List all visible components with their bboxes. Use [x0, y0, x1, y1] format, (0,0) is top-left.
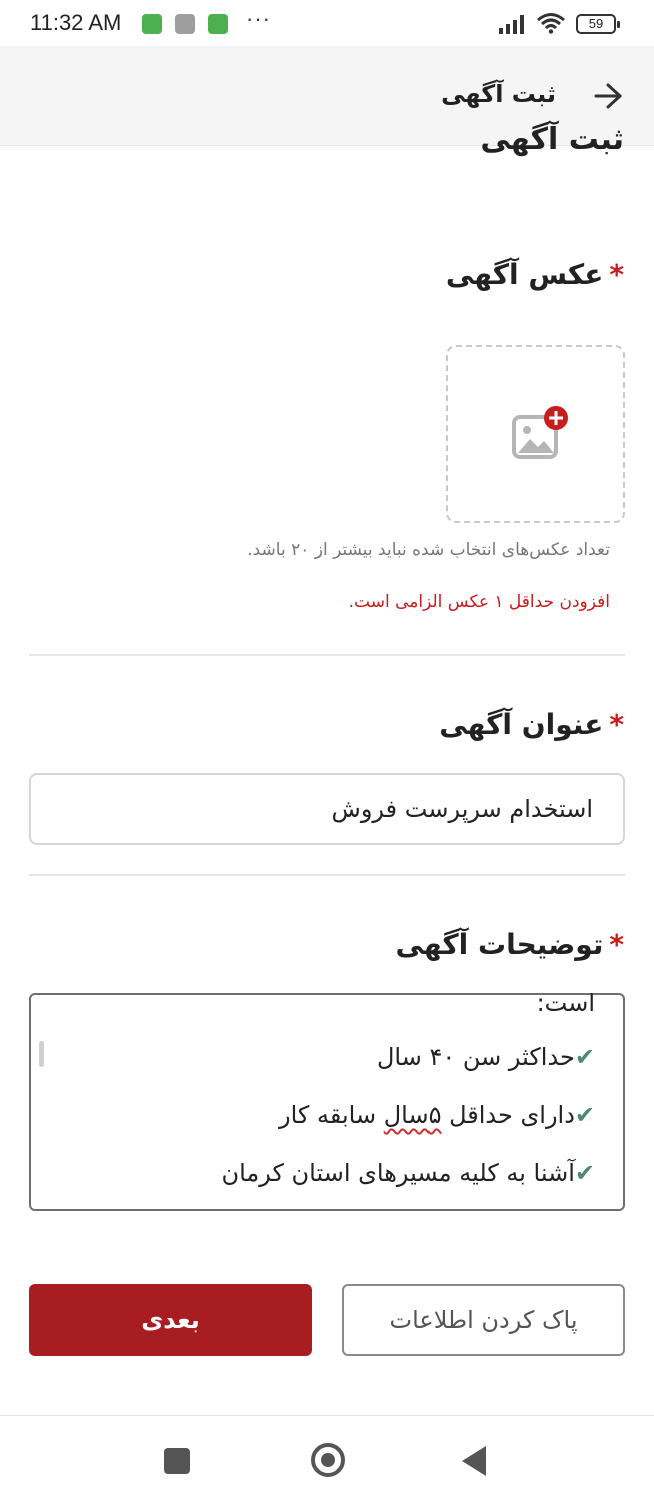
photo-required-error: افزودن حداقل ۱ عکس الزامی است. [348, 592, 610, 612]
cellular-signal-icon [498, 14, 528, 34]
whatsapp-notification-icon [142, 14, 162, 34]
divider [29, 654, 625, 656]
spellcheck-word: ۵سال [383, 1101, 442, 1129]
wifi-icon [536, 12, 566, 34]
next-button[interactable]: بعدی [29, 1284, 312, 1356]
photo-count-hint: تعداد عکس‌های انتخاب شده نباید بیشتر از ۲۰ باشد. [247, 540, 610, 560]
description-line-text: دارای حداقل [441, 1101, 575, 1129]
page-title: ثبت آگهی [441, 80, 556, 108]
battery-level: 59 [588, 16, 604, 31]
recent-apps-icon[interactable] [164, 1448, 190, 1474]
battery-icon [576, 14, 616, 34]
description-line [377, 1043, 595, 1071]
title-section-title [439, 708, 624, 741]
description-line [279, 1101, 595, 1129]
home-icon[interactable] [311, 1443, 345, 1477]
divider [29, 874, 625, 876]
ad-title-field[interactable] [29, 773, 625, 845]
ad-title-input[interactable] [31, 775, 623, 843]
whatsapp-notification-icon-2 [208, 14, 228, 34]
photo-section-title [446, 258, 624, 291]
description-line-text: سابقه کار [279, 1101, 384, 1129]
more-notifications-icon: ··· [246, 6, 271, 31]
photo-section-label: عکس آگهی [445, 258, 604, 291]
check-mark-icon: ✔ [574, 1159, 595, 1187]
add-image-icon [512, 405, 570, 461]
chrome-notification-icon [175, 14, 195, 34]
scrolled-heading [424, 122, 624, 164]
description-section-title [396, 928, 624, 961]
required-star: * [609, 708, 624, 741]
status-bar [0, 0, 654, 46]
ad-description-textarea[interactable] [29, 989, 625, 1211]
description-line-text: حداکثر سن ۴۰ سال [376, 1043, 575, 1071]
title-section-label: عنوان آگهی [439, 708, 604, 741]
status-time: 11:32 AM [30, 10, 122, 35]
description-line-text: آشنا به کلیه مسیرهای استان کرمان [221, 1159, 575, 1187]
scrolled-heading-text: ثبت آگهی [480, 122, 624, 157]
add-photo-button[interactable] [446, 345, 625, 523]
check-mark-icon: ✔ [574, 1043, 595, 1071]
back-triangle-icon[interactable] [462, 1446, 486, 1476]
description-line [221, 1159, 595, 1187]
required-star: * [609, 258, 624, 291]
back-arrow-icon[interactable] [594, 82, 622, 110]
textarea-scrollbar[interactable] [39, 1041, 44, 1067]
required-star: * [609, 928, 624, 961]
description-line [537, 989, 595, 1017]
clear-form-button[interactable]: پاک کردن اطلاعات [342, 1284, 625, 1356]
check-mark-icon: ✔ [574, 1101, 595, 1129]
system-nav-bar [0, 1415, 654, 1500]
description-section-label: توضیحات آگهی [395, 928, 604, 961]
description-line-text: است: [536, 989, 595, 1017]
